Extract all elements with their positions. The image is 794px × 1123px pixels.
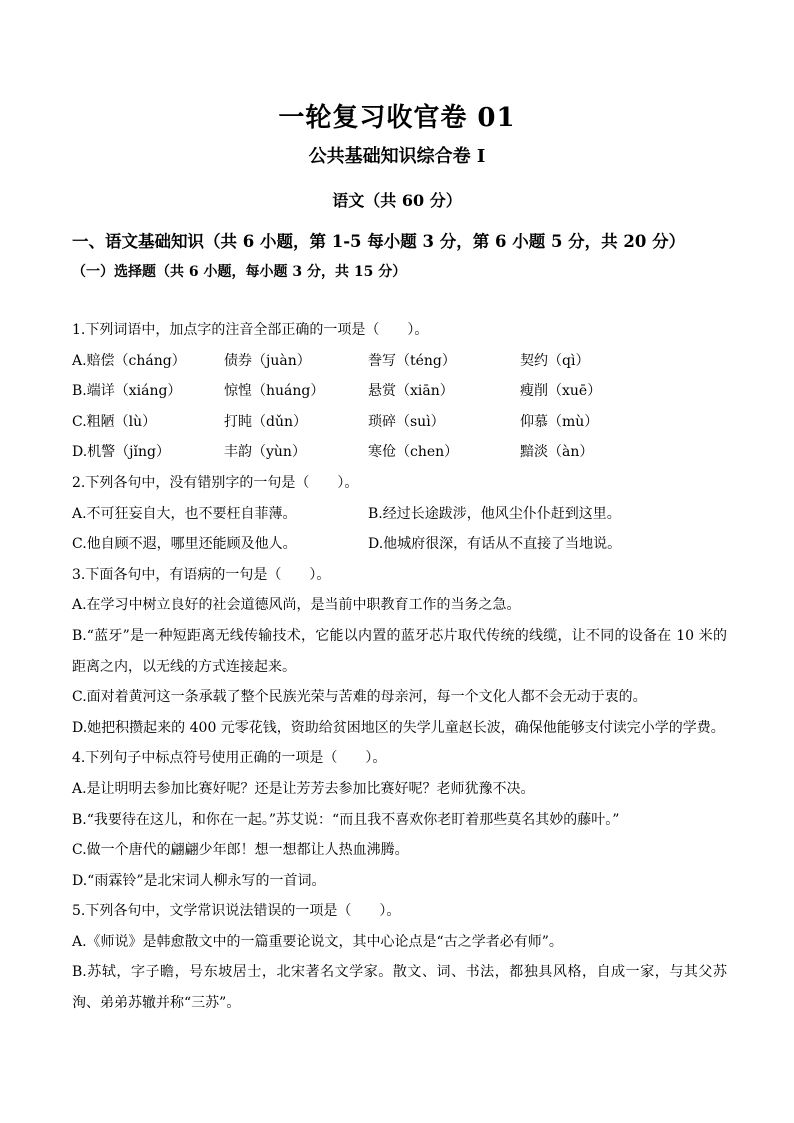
option-term: 契约（qì） (520, 352, 590, 369)
question-1-option-a (72, 346, 727, 377)
question-3-option-b: B.“蓝牙”是一种短距离无线传输技术，它能以内置的蓝牙芯片取代传统的线缆，让不同的设备在 10 米的距离之内，以无线的方式连接起来。 (72, 627, 727, 675)
exam-subtitle: 公共基础知识综合卷 I (308, 146, 486, 167)
option-term: 惊惶（huáng） (224, 383, 325, 400)
question-4-option-d: D.“雨霖铃”是北宋词人柳永写的一首词。 (72, 872, 326, 889)
question-4-option-b: B.“我要待在这儿，和你在一起。”苏艾说：“而且我不喜欢你老盯着那些莫名其妙的藤叶。” (72, 811, 620, 828)
question-1-option-c (72, 407, 727, 438)
option-term: 丰韵（yùn） (224, 444, 306, 461)
section-heading: 一、语文基础知识（共 6 小题，第 1-5 每小题 3 分，第 6 小题 5 分，共 20 分） (72, 232, 686, 251)
exam-title: 一轮复习收官卷 01 (278, 103, 516, 133)
option-term: 琐碎（suì） (368, 413, 445, 430)
question-2-options-ab (72, 499, 727, 530)
option-sentence: B.经过长途跋涉，他风尘仆仆赶到这里。 (368, 505, 621, 522)
question-3-option-c: C.面对着黄河这一条承载了整个民族光荣与苦难的母亲河，每一个文化人都不会无动于衷的。 (72, 689, 647, 706)
question-4-option-c: C.做一个唐代的翩翩少年郎！想一想都让人热血沸腾。 (72, 842, 409, 859)
question-3-option-a: A.在学习中树立良好的社会道德风尚，是当前中职教育工作的当务之急。 (72, 597, 521, 614)
option-term: 债券（juàn） (224, 352, 311, 369)
question-4-stem: 4.下列句子中标点符号使用正确的一项是（ ）。 (72, 750, 387, 767)
option-sentence: A.不可狂妄自大，也不要枉自菲薄。 (72, 505, 297, 522)
option-sentence: D.他城府很深，有话从不直接了当地说。 (368, 536, 622, 553)
subject-heading: 语文（共 60 分） (332, 191, 462, 210)
option-term: D.机警（jǐng） (72, 444, 170, 461)
question-3-stem: 3.下面各句中，有语病的一句是（ ）。 (72, 566, 331, 583)
option-term: A.赔偿（cháng） (72, 352, 186, 369)
option-sentence: C.他自顾不遐，哪里还能顾及他人。 (72, 536, 297, 553)
option-term: 誊写（téng） (368, 352, 456, 369)
option-term: 黯淡（àn） (520, 444, 594, 461)
option-term: C.粗陋（lù） (72, 413, 157, 430)
question-1-stem: 1.下列词语中，加点字的注音全部正确的一项是（ ）。 (72, 322, 429, 338)
question-1-option-b (72, 376, 727, 407)
question-5-stem: 5.下列各句中，文学常识说法错误的一项是（ ）。 (72, 903, 401, 920)
option-term: 寒伧（chen） (368, 444, 459, 461)
subsection-heading: （一）选择题（共 6 小题，每小题 3 分，共 15 分） (72, 264, 407, 280)
question-5-option-b: B.苏轼，字子瞻，号东坡居士，北宋著名文学家。散文、词、书法，都独具风格，自成一家，与其父苏洵、弟弟苏辙并称“三苏”。 (72, 964, 727, 1012)
questions-body (72, 315, 727, 1019)
question-1-option-d (72, 437, 727, 468)
option-term: 瘦削（xuē） (520, 383, 602, 400)
question-2-stem: 2.下列各句中，没有错别字的一句是（ ）。 (72, 474, 359, 491)
question-5-option-a: A.《师说》是韩愈散文中的一篇重要论说文，其中心论点是“古之学者必有师”。 (72, 933, 563, 950)
option-term: B.端详（xiáng） (72, 383, 182, 400)
option-term: 悬赏（xiān） (368, 383, 454, 400)
option-term: 打盹（dǔn） (224, 413, 307, 430)
question-4-option-a: A.是让明明去参加比赛好呢？还是让芳芳去参加比赛好呢？老师犹豫不决。 (72, 780, 535, 797)
question-3-option-d: D.她把积攒起来的 400 元零花钱，资助给贫困地区的失学儿童赵长波，确保他能够支付读完小学的学费。 (72, 719, 725, 736)
option-term: 仰慕（mù） (520, 413, 599, 430)
question-2-options-cd (72, 529, 727, 560)
